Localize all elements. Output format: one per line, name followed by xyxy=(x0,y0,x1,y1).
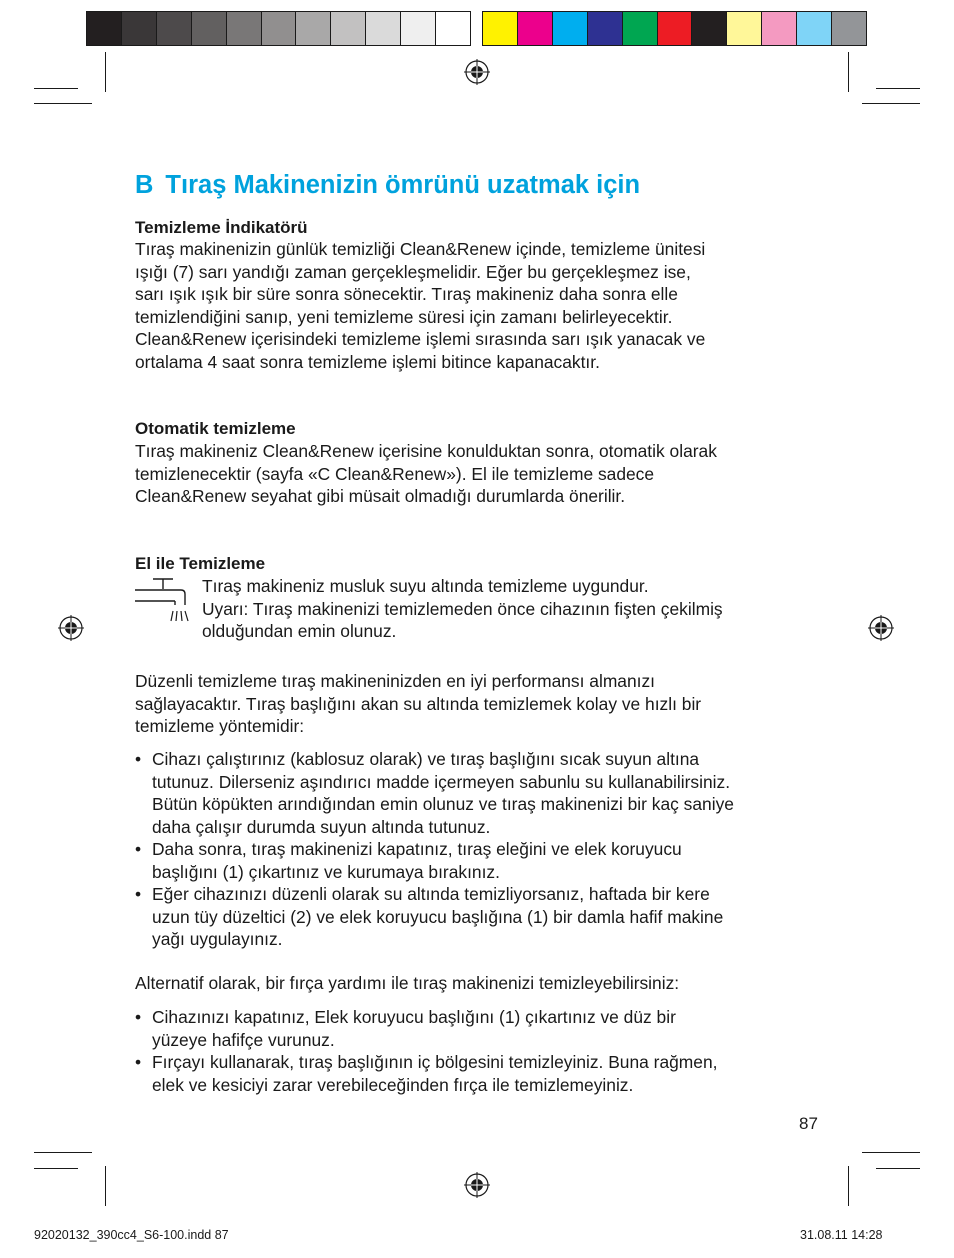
text-line: ortalama 4 saat sonra temizleme işlemi bitince kapanacaktır. xyxy=(135,351,600,372)
text-line: Fırçayı kullanarak, tıraş başlığının iç bölgesini temizleyiniz. Buna rağmen, xyxy=(152,1052,718,1072)
text-line: ışığı (7) sarı yandığı zaman gerçekleşmelidir. Eğer bu gerçekleşmez ise, xyxy=(135,261,691,282)
text-line: elek ve kesiciyi zarar verebileceğinden fırça ile temizlemeyiniz. xyxy=(152,1074,634,1095)
crop-mark-bottom-left-h xyxy=(34,1152,92,1153)
page-number: 87 xyxy=(799,1114,818,1133)
color-swatch-1 xyxy=(482,11,517,46)
registration-mark-icon xyxy=(464,1172,490,1198)
alternative-paragraph xyxy=(135,972,679,995)
text-line: Eğer cihazınızı düzenli olarak su altında temizliyorsanız, haftada bir kere xyxy=(152,884,710,904)
color-swatch-6 xyxy=(657,11,692,46)
color-swatch-9 xyxy=(761,11,796,46)
crop-mark-bottom-left-h2 xyxy=(34,1168,78,1169)
section-letter: B xyxy=(135,171,154,199)
bullet-glyph: • xyxy=(135,1007,142,1027)
gray-swatch-7 xyxy=(295,11,330,46)
crop-mark-top-left-h2 xyxy=(34,88,78,89)
footer-timestamp: 31.08.11 14:28 xyxy=(800,1228,883,1242)
gray-swatch-2 xyxy=(121,11,156,46)
color-swatch-3 xyxy=(552,11,587,46)
text-line: Clean&Renew içerisindeki temizleme işlemi sırasında sarı ışık yanacak ve xyxy=(135,329,706,349)
text-line: Alternatif olarak, bir fırça yardımı ile tıraş makinenizi temizleyebilirsiniz: xyxy=(135,973,680,993)
text-line: uzun tüy düzeltici (2) ve elek koruyucu başlığına (1) bir damla hafif makine xyxy=(152,906,724,927)
manual-cleaning-paragraph xyxy=(202,575,723,643)
text-line: temizlenecektir (sayfa «C Clean&Renew»). El ile temizleme sadece xyxy=(135,463,655,484)
bullet-glyph: • xyxy=(135,884,142,904)
color-swatch-5 xyxy=(622,11,657,46)
registration-mark-icon xyxy=(464,59,490,85)
color-swatch-10 xyxy=(796,11,831,46)
indicator-title: Temizleme İndikatörü xyxy=(135,218,308,237)
bullet-glyph: • xyxy=(135,1052,142,1072)
crop-mark-top-right-h2 xyxy=(876,88,920,89)
crop-mark-top-right-v xyxy=(848,52,849,92)
list-item xyxy=(135,748,734,838)
text-line: Cihazı çalıştırınız (kablosuz olarak) ve tıraş başlığını sıcak suyun altına xyxy=(152,749,700,769)
list-item xyxy=(135,1006,717,1051)
auto-cleaning-paragraph xyxy=(135,440,717,508)
bullet-list-rinse xyxy=(135,748,734,951)
crop-mark-bottom-right-h2 xyxy=(876,1168,920,1169)
crop-mark-bottom-left-v xyxy=(105,1166,106,1206)
list-item xyxy=(135,1051,717,1096)
page-heading xyxy=(135,171,640,200)
text-line: başlığını (1) çıkartınız ve kurumaya bırakınız. xyxy=(152,861,500,882)
registration-mark-icon xyxy=(58,615,84,641)
text-line: Tıraş makineniz Clean&Renew içerisine konulduktan sonra, otomatik olarak xyxy=(135,441,717,461)
footer-file-info: 92020132_390cc4_S6-100.indd 87 xyxy=(34,1228,229,1242)
gray-swatch-11 xyxy=(435,11,471,46)
heading-title: Tıraş Makinenizin ömrünü uzatmak için xyxy=(165,171,641,199)
color-swatch-7 xyxy=(691,11,726,46)
text-line: temizlendiğini sanıp, yeni temizleme süresi için zamanı belirleyecektir. xyxy=(135,306,673,327)
gray-swatch-1 xyxy=(86,11,121,46)
gray-swatch-4 xyxy=(191,11,226,46)
text-line: yağı uygulayınız. xyxy=(152,929,283,949)
text-line: tutunuz. Dilerseniz aşındırıcı madde içermeyen sabunlu su kullanabilirsiniz. xyxy=(152,771,731,792)
gray-swatch-3 xyxy=(156,11,191,46)
grayscale-calibration-bar xyxy=(86,11,471,46)
text-line: Tıraş makineniz musluk suyu altında temizleme uygundur. xyxy=(202,576,649,596)
text-line: Tıraş makinenizin günlük temizliği Clean&Renew içinde, temizleme ünitesi xyxy=(135,239,706,259)
crop-mark-top-right-h xyxy=(862,103,920,104)
text-line: temizleme yöntemidir: xyxy=(135,716,305,736)
indicator-paragraph xyxy=(135,238,705,373)
list-item xyxy=(135,838,734,883)
bullet-list-brush xyxy=(135,1006,717,1096)
text-line: sağlayacaktır. Tıraş başlığını akan su altında temizlemek kolay ve hızlı bir xyxy=(135,693,702,714)
text-line: sarı ışık ışık bir süre sonra sönecektir. Tıraş makineniz daha sonra elle xyxy=(135,284,678,304)
color-swatch-8 xyxy=(726,11,761,46)
text-line: Düzenli temizleme tıraş makineninizden en iyi performansı almanızı xyxy=(135,671,656,691)
crop-mark-bottom-right-h xyxy=(862,1152,920,1153)
text-line: olduğundan emin olunuz. xyxy=(202,621,397,641)
text-line: Uyarı: Tıraş makinenizi temizlemeden önce cihazının fişten çekilmiş xyxy=(202,598,723,619)
crop-mark-top-left-h xyxy=(34,103,92,104)
color-swatch-11 xyxy=(831,11,867,46)
color-swatch-2 xyxy=(517,11,552,46)
text-line: yüzeye hafifçe vurunuz. xyxy=(152,1029,335,1050)
crop-mark-top-left-v xyxy=(105,52,106,92)
crop-mark-bottom-right-v xyxy=(848,1166,849,1206)
gray-swatch-9 xyxy=(365,11,400,46)
manual-cleaning-title: El ile Temizleme xyxy=(135,554,266,573)
text-line: Bütün köpükten arındığından emin olunuz ve tıraş makinenizi bir kaç saniye xyxy=(152,794,734,814)
text-line: Daha sonra, tıraş makinenizi kapatınız, tıraş eleğini ve elek koruyucu xyxy=(152,839,682,859)
list-item xyxy=(135,883,734,951)
gray-swatch-10 xyxy=(400,11,435,46)
gray-swatch-8 xyxy=(330,11,365,46)
water-tap-icon xyxy=(133,577,189,625)
gray-swatch-6 xyxy=(261,11,296,46)
registration-mark-icon xyxy=(868,615,894,641)
text-line: Cihazınızı kapatınız, Elek koruyucu başlığını (1) çıkartınız ve düz bir xyxy=(152,1007,676,1027)
text-line: Clean&Renew seyahat gibi müsait olmadığı durumlarda önerilir. xyxy=(135,486,626,506)
bullet-glyph: • xyxy=(135,749,142,769)
gray-swatch-5 xyxy=(226,11,261,46)
regular-cleaning-paragraph xyxy=(135,670,701,738)
color-calibration-bar xyxy=(482,11,867,46)
bullet-glyph: • xyxy=(135,839,142,859)
auto-cleaning-title: Otomatik temizleme xyxy=(135,419,296,438)
text-line: daha çalışır durumda suyun altında tutunuz. xyxy=(152,816,491,837)
color-swatch-4 xyxy=(587,11,622,46)
